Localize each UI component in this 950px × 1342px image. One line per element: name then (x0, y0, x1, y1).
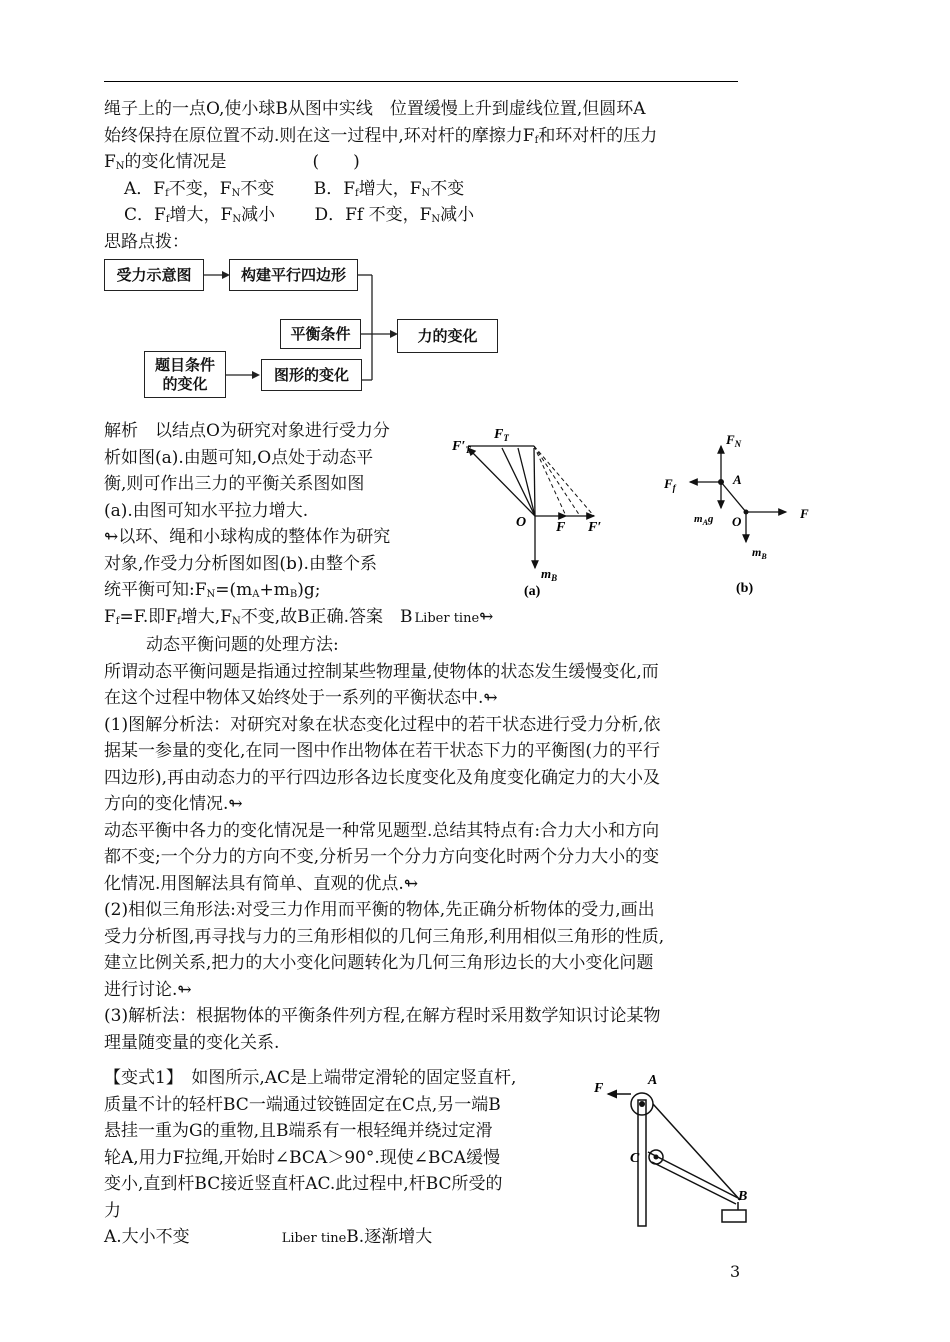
label-ftp: $F'_T$ (452, 439, 471, 455)
label-b-c: B (738, 1189, 748, 1204)
options-row-2 (104, 202, 657, 229)
flow-box-force-diagram: 受力示意图 (104, 259, 204, 291)
page-number: 3 (730, 1262, 741, 1281)
liberline-logo: Liber tine (281, 1231, 347, 1246)
method-section: 动态平衡问题的处理方法: 所谓动态平衡问题是指通过控制某些物理量,使物体的状态发生缓慢变化,而 在这个过程中物体又始终处于一系列的平衡状态中.↬ (1)图解分析法：对研究对象在状态变化过程中的若干状态进行受力分析,依 据某一参量的变化,在同一图中作出物体在若干状态下力的平衡图(力的平行 四边形),再由动态力的平行四边形各边长度变化及角度变化确定力的大小及 方向的变化情况.↬ 动态平衡中各力的变化情况是一种常见题型.总结其特点有:合力大小和方向 都不变;一个分力的方向不变,分析另一个分力方向变化时两个分力大小的变 化情况.用图解法具有简单、直观的优点.↬ (2)相似三角形法:对受三力作用而平衡的物体,先正确分析物体的受力,画出 受力分析图,再寻找与力的三角形相似的几何三角形,利用相似三角形的性质, 建立比例关系,把力的大小变化问题转化为几何三角形边长的大小变化问题 进行讨论.↬ (3)解析法：根据物体的平衡条件列方程,在解方程时采用数学知识讨论某物 理量随变量的变化关系. (104, 632, 664, 1056)
caption-b: (b) (736, 581, 754, 596)
mark-icon: ↬ (177, 979, 192, 1000)
label-mag: $m_Ag$ (694, 513, 714, 527)
flow-box-condition-change: 题目条件 的变化 (144, 351, 226, 398)
options-row-1 (104, 176, 657, 203)
label-ft: $F_T$ (494, 427, 509, 443)
label-fn: $F_N$ (726, 432, 742, 449)
option-d: D．Ff 不变，$F_N$减小 (314, 205, 475, 225)
mark-icon: ↬ (104, 527, 119, 547)
question-intro (104, 96, 657, 255)
figure-b (658, 430, 828, 600)
figure-a (448, 418, 628, 603)
option-a: A．$F_f$不变，$F_N$不变 (124, 178, 275, 199)
flow-box-force-change: 力的变化 (397, 319, 498, 353)
label-mb-b: $m_B$ (752, 545, 767, 561)
ring-point (718, 479, 724, 485)
option-c: C．$F_f$增大，$F_N$减小 (124, 205, 276, 225)
label-o: O (516, 515, 527, 530)
label-f-b: F (800, 506, 809, 521)
pulley-center (639, 1101, 645, 1107)
hint-label: 思路点拨： (104, 231, 189, 252)
knot-point (744, 510, 749, 515)
label-ff: $F_f$ (664, 476, 676, 493)
label-a: A (733, 472, 742, 487)
variant-option-a: A.大小不变 (104, 1227, 190, 1247)
header-rule (104, 81, 738, 82)
figure-pulley (590, 1070, 770, 1230)
mark-icon: ↬ (228, 794, 243, 814)
option-b: B．$F_f$增大，$F_N$不变 (313, 178, 465, 199)
variant-question: 【变式1】 如图所示,AC是上端带定滑轮的固定竖直杆, 质量不计的轻杆BC一端通过铰链固定在C点,另一端B 悬挂一重为G的重物,且B端系有一根轻绳并绕过定滑 轮A,用力F拉绳,开始时∠BCA＞90°.现使∠BCA缓慢 变小,直到杆BC接近竖直杆AC.此过程中,杆BC所受的 力 A.大小不变 Liber tineB.逐渐增大 (104, 1065, 516, 1251)
label-o-b: O (732, 514, 742, 529)
label-f: F (556, 520, 566, 535)
flow-box-parallelogram: 构建平行四边形 (229, 259, 358, 291)
mark-icon: ↬ (403, 873, 419, 894)
label-c-c: C (630, 1151, 640, 1166)
analysis-text: 解析 以结点O为研究对象进行受力分 析如图(a).由题可知,O点处于动态平 衡,则可作出三力的平衡关系图如图 (a).由图可知水平拉力增大. ↬以环、绳和小球构成的整体作为研究 对象,作受力分析图如图(b).由整个系 统平衡可知$:F_N=(m_A+m_B)g$; $F_f=F$.即$F_f$增大$,F_N$不变,故B正确.答案 B Liber tine↬ (104, 418, 493, 630)
intro-line-2: 始终保持在原位置不动.则在这一过程中,环对杆的摩擦力$F_f$和环对杆的压力 (104, 125, 658, 146)
liberline-logo: Liber tine (414, 610, 480, 626)
method-title: 动态平衡问题的处理方法: (146, 635, 339, 655)
flow-box-figure-change: 图形的变化 (261, 359, 362, 391)
intro-line-3: $F_N$的变化情况是 ( ) (104, 152, 360, 172)
label-a-c: A (648, 1073, 658, 1088)
flow-box-equilibrium: 平衡条件 (280, 319, 361, 349)
intro-line-1: 绳子上的一点O,使小球B从图中实线 位置缓慢上升到虚线位置,但圆环A (104, 99, 646, 119)
mark-icon: ↬ (483, 688, 498, 708)
label-f-c: F (594, 1081, 604, 1096)
label-mb: $m_B$ (541, 566, 558, 583)
mark-icon: ↬ (479, 606, 494, 627)
hinge-center (654, 1155, 659, 1160)
label-fp: F′ (588, 520, 602, 535)
caption-a: (a) (524, 584, 541, 599)
variant-option-b: B.逐渐增大 (346, 1227, 433, 1247)
